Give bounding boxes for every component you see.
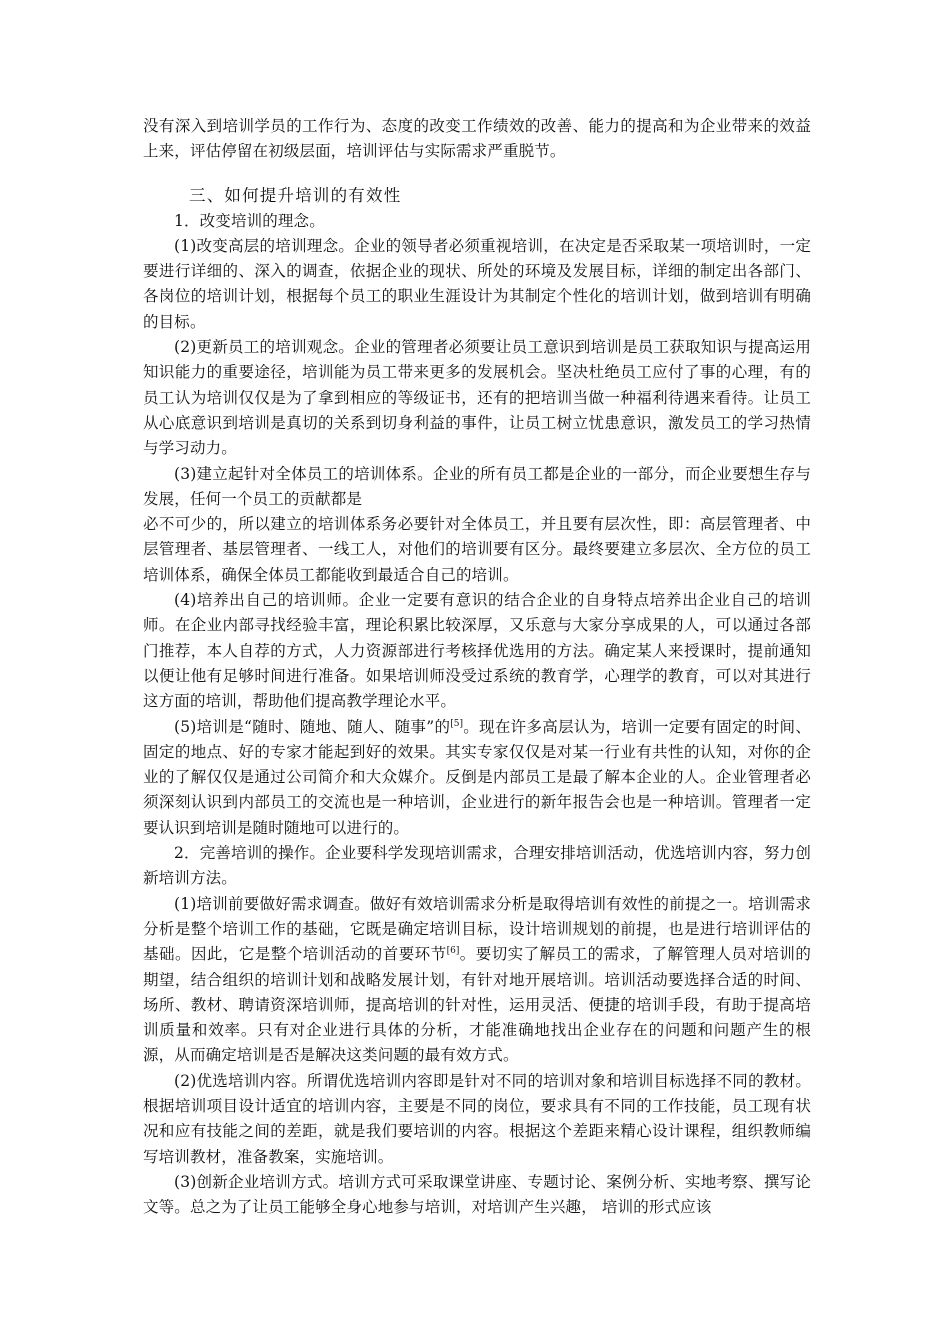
subheading-improve-operation: 2．完善培训的操作。企业要科学发现培训需求，合理安排培训活动，优选培训内容，努力创新培训方法。 bbox=[143, 844, 811, 888]
subheading-change-concept: 1．改变培训的理念。 bbox=[174, 211, 325, 230]
paragraph-text: (1)培训前要做好需求调查。做好有效培训需求分析是取得培训有效性的前提之一。培训需求分析是整个培训工作的基础，它既是确定培训目标，设计培训规划的前提，也是进行培训评估的基础。因此，它是整个培训活动的首要环节 bbox=[143, 894, 811, 964]
paragraph-text: 。要切实了解员工的需求，了解管理人员对培训的期望，结合组织的培训计划和战略发展计划，有针对地开展培训。培训活动要选择合适的时间、场所、教材、聘请资深培训师，提高培训的针对性，运用灵活、便捷的培训手段，有助于提高培训质量和效率。只有对企业进行具体的分析，才能准确地找出企业存在的问题和问题产生的根源，从而确定培训是否是解决这类问题的最有效方式。 bbox=[143, 945, 811, 1065]
citation-ref: [6] bbox=[446, 946, 460, 957]
paragraph-needs-survey bbox=[143, 892, 811, 1069]
paragraph-training-system-part1: (3)建立起针对全体员工的培训体系。企业的所有员工都是企业的一部分，而企业要想生存与发展，任何一个员工的贡献都是 bbox=[143, 464, 811, 508]
citation-ref: [5] bbox=[450, 718, 464, 729]
intro-paragraph: 没有深入到培训学员的工作行为、态度的改变工作绩效的改善、能力的提高和为企业带来的效益上来，评估停留在初级层面，培训评估与实际需求严重脱节。 bbox=[143, 117, 811, 161]
paragraph-select-content: (2)优选培训内容。所谓优选培训内容即是针对不同的培训对象和培训目标选择不同的教材。根据培训项目设计适宜的培训内容，主要是不同的岗位，要求具有不同的工作技能，员工现有状况和应有技能之间的差距，就是我们要培训的内容。根据这个差距来精心设计课程，组织教师编写培训教材，准备教案，实施培训。 bbox=[143, 1071, 811, 1166]
paragraph-text: 。现在许多高层认为，培训一定要有固定的时间、固定的地点、好的专家才能起到好的效果。其实专家仅仅是对某一行业有共性的认知，对你的企业的了解仅仅是通过公司简介和大众媒介。反倒是内部员工是最了解本企业的人。企业管理者必须深刻认识到内部员工的交流也是一种培训，企业进行的新年报告会也是一种培训。管理者一定要认识到培训是随时随地可以进行的。 bbox=[143, 717, 811, 837]
document-body bbox=[143, 114, 811, 1220]
section-heading: 三、如何提升培训的有效性 bbox=[189, 185, 402, 205]
paragraph-training-system-part2: 必不可少的，所以建立的培训体系务必要针对全体员工，并且要有层次性，即：高层管理者、中层管理者、基层管理者、一线工人，对他们的培训要有区分。最终要建立多层次、全方位的员工培训体系，确保全体员工都能收到最适合自己的培训。 bbox=[143, 515, 811, 584]
paragraph-senior-concept: (1)改变高层的培训理念。企业的领导者必须重视培训，在决定是否采取某一项培训时，一定要进行详细的、深入的调查，依据企业的现状、所处的环境及发展目标，详细的制定出各部门、各岗位的培训计划，根据每个员工的职业生涯设计为其制定个性化的培训计划，做到培训有明确的目标。 bbox=[143, 236, 811, 331]
paragraph-innovate-methods: (3)创新企业培训方式。培训方式可采取课堂讲座、专题讨论、案例分析、实地考察、撰写论文等。总之为了让员工能够全身心地参与培训，对培训产生兴趣， 培训的形式应该 bbox=[143, 1172, 811, 1217]
paragraph-text: (5)培训是“随时、随地、随人、随事”的 bbox=[174, 717, 451, 736]
paragraph-anytime-training bbox=[143, 715, 811, 841]
paragraph-own-trainers: (4)培养出自己的培训师。企业一定要有意识的结合企业的自身特点培养出企业自己的培训师。在企业内部寻找经验丰富，理论积累比较深厚，又乐意与大家分享成果的人，可以通过各部门推荐，本人自荐的方式，人力资源部进行考核择优选用的方法。确定某人来授课时，提前通知以便让他有足够时间进行准备。如果培训师没受过系统的教育学，心理学的教育，可以对其进行这方面的培训，帮助他们提高教学理论水平。 bbox=[143, 591, 811, 711]
paragraph-employee-concept: (2)更新员工的培训观念。企业的管理者必须要让员工意识到培训是员工获取知识与提高运用知识能力的重要途径，培训能为员工带来更多的发展机会。坚决杜绝员工应付了事的心理，有的员工认为培训仅仅是为了拿到相应的等级证书，还有的把培训当做一种福利待遇来看待。让员工从心底意识到培训是真切的关系到切身利益的事件，让员工树立忧患意识，激发员工的学习热情与学习动力。 bbox=[143, 338, 811, 458]
